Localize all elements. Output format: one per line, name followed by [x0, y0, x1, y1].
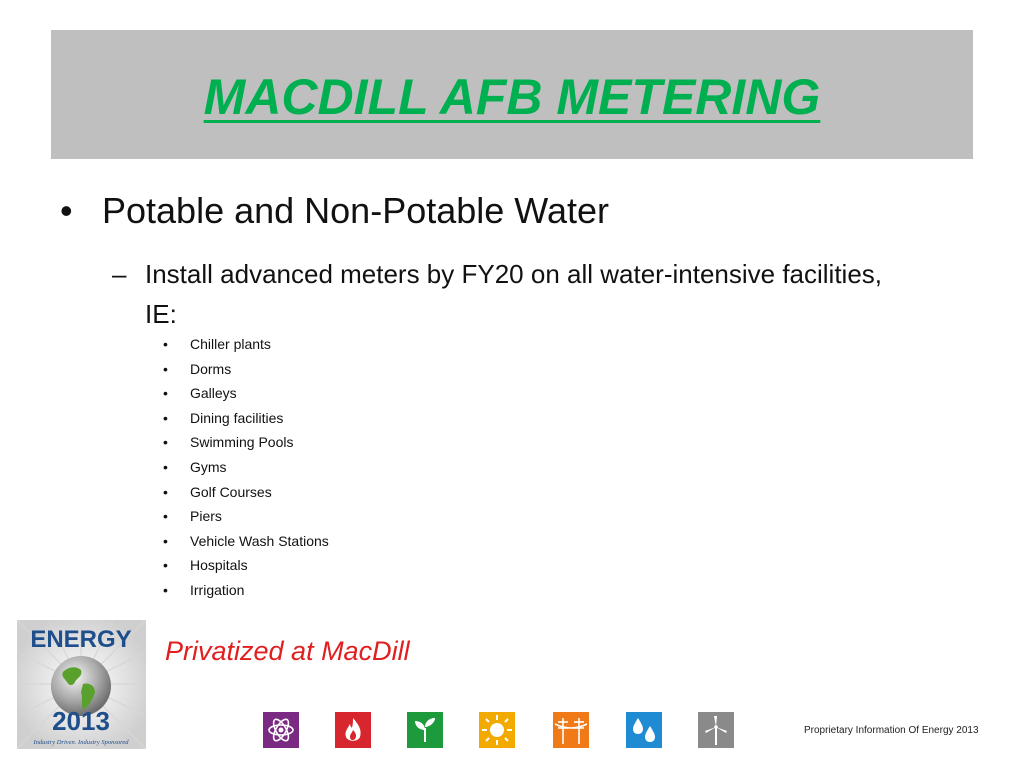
list-item-text: Gyms — [190, 458, 227, 475]
atom-icon — [263, 712, 299, 748]
bullet-dot: • — [163, 409, 168, 426]
energy-2013-logo — [17, 620, 146, 749]
bullet-level2-text: Install advanced meters by FY20 on all water-intensive facilities, IE: — [145, 259, 883, 329]
slide-title: MACDILL AFB METERING — [203, 69, 821, 125]
list-item-text: Irrigation — [190, 581, 245, 598]
logo-tagline: Industry Driven. Industry Sponsored — [33, 739, 129, 746]
bullet-dot: • — [163, 360, 168, 377]
bullet-dot: • — [163, 434, 168, 451]
list-item-text: Dining facilities — [190, 409, 284, 426]
sun-icon — [479, 712, 515, 748]
flame-icon — [335, 712, 371, 748]
list-item-text: Hospitals — [190, 557, 248, 574]
title-band — [51, 30, 973, 159]
bullet-dot: • — [163, 336, 168, 352]
list-item-text: Vehicle Wash Stations — [190, 532, 329, 549]
bullet-level1-text: Potable and Non-Potable Water — [102, 190, 609, 231]
leaf-icon — [407, 712, 443, 748]
footer-text: Proprietary Information Of Energy 2013 — [804, 725, 979, 736]
list-item-text: Dorms — [190, 360, 232, 377]
bullet-dot: • — [163, 385, 168, 402]
list-item-text: Chiller plants — [190, 336, 271, 352]
bullet-dot: • — [163, 508, 168, 525]
list-item-text: Golf Courses — [190, 483, 272, 500]
power-line-icon — [553, 712, 589, 748]
logo-word: ENERGY — [30, 626, 132, 653]
bullet-dot: • — [60, 190, 73, 231]
list-item-text: Galleys — [190, 385, 237, 402]
bullet-dot: • — [163, 483, 168, 500]
list-item-text: Swimming Pools — [190, 434, 294, 451]
bullet-dash: – — [112, 259, 127, 289]
logo-year: 2013 — [52, 706, 110, 736]
bullet-dot: • — [163, 581, 168, 598]
wind-turbine-icon — [698, 712, 734, 748]
bullet-dot: • — [163, 532, 168, 549]
bullet-dot: • — [163, 557, 168, 574]
water-drop-icon — [626, 712, 662, 748]
privatized-note: Privatized at MacDill — [165, 636, 410, 666]
list-item-text: Piers — [190, 508, 222, 525]
bullet-dot: • — [163, 458, 168, 475]
